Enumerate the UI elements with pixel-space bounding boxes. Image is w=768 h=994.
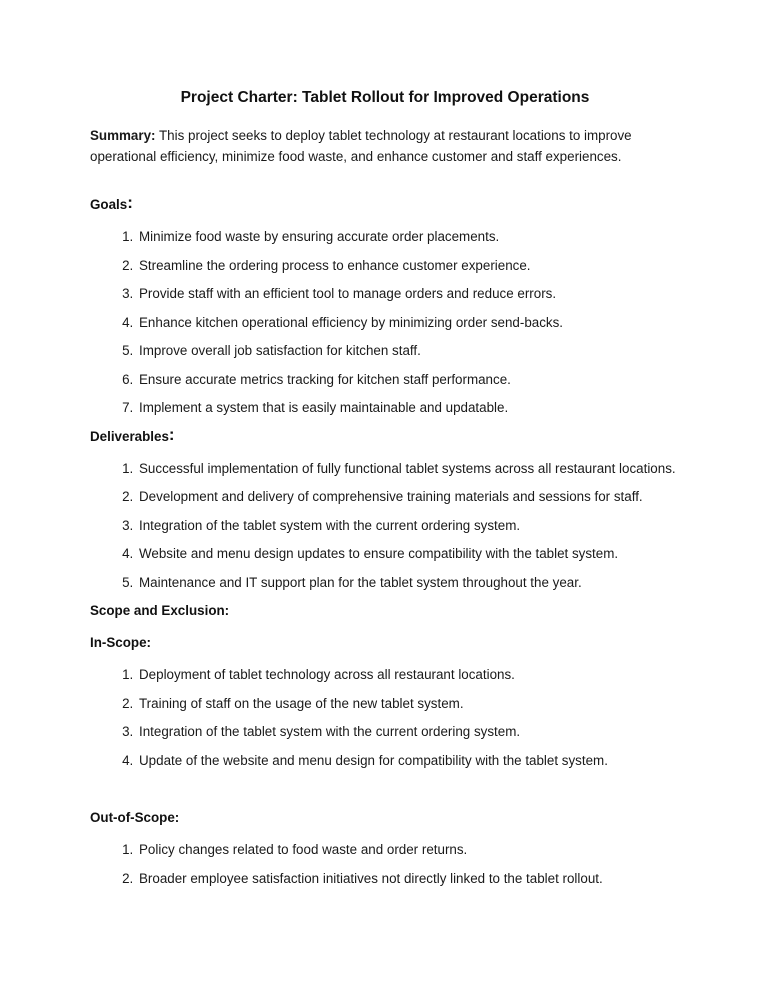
in-scope-list [90,664,680,771]
list-item: 6. Ensure accurate metrics tracking for kitchen staff performance. [137,369,680,390]
list-item: 1. Successful implementation of fully functional tablet systems across all restaurant locations. [137,458,680,479]
list-item: 1. Policy changes related to food waste and order returns. [137,839,680,860]
list-item: 2. Development and delivery of comprehensive training materials and sessions for staff. [137,486,680,507]
list-item: 4. Enhance kitchen operational efficiency by minimizing order send-backs. [137,312,680,333]
deliverables-heading-colon: : [168,424,175,444]
list-item: 1. Deployment of tablet technology across all restaurant locations. [137,664,680,685]
deliverables-list [90,458,680,593]
list-item: 3. Integration of the tablet system with the current ordering system. [137,515,680,536]
document-title: Project Charter: Tablet Rollout for Improved Operations [180,89,590,106]
scope-and-exclusion-heading: Scope and Exclusion: [90,603,230,618]
deliverables-heading [90,426,680,447]
list-item: 2. Streamline the ordering process to enhance customer experience. [137,255,680,276]
out-of-scope-heading: Out-of-Scope: [90,810,180,825]
list-item: 5. Improve overall job satisfaction for kitchen staff. [137,340,680,361]
list-item: 2. Training of staff on the usage of the new tablet system. [137,693,680,714]
summary-text: This project seeks to deploy tablet technology at restaurant locations to improve operational efficiency, minimize food waste, and enhance customer and staff experiences. [90,128,632,164]
goals-heading-colon: : [127,193,133,212]
summary-paragraph [90,125,680,167]
goals-heading [90,194,680,215]
list-item: 4. Website and menu design updates to ensure compatibility with the tablet system. [137,543,680,564]
list-item: 4. Update of the website and menu design for compatibility with the tablet system. [137,750,680,771]
goals-heading-text: Goals [90,197,128,212]
out-of-scope-list [90,839,680,889]
empty-paragraph [90,778,680,807]
list-item: 2. Broader employee satisfaction initiatives not directly linked to the tablet rollout. [137,868,680,889]
list-item: 3. Integration of the tablet system with the current ordering system. [137,721,680,742]
list-item: 3. Provide staff with an efficient tool to manage orders and reduce errors. [137,283,680,304]
goals-list [90,226,680,418]
list-item: 5. Maintenance and IT support plan for the tablet system throughout the year. [137,572,680,593]
list-item: 1. Minimize food waste by ensuring accurate order placements. [137,226,680,247]
deliverables-heading-text: Deliverables [90,428,169,444]
list-item: 7. Implement a system that is easily maintainable and updatable. [137,397,680,418]
summary-label: Summary: [90,128,156,143]
in-scope-heading: In-Scope: [90,635,152,650]
